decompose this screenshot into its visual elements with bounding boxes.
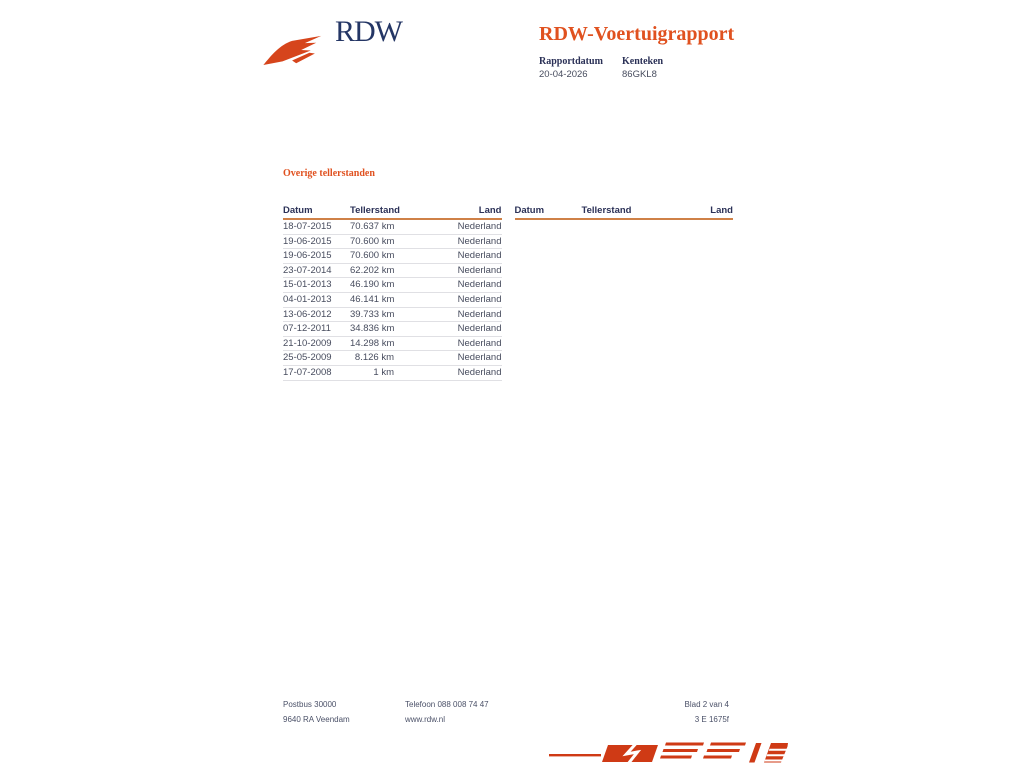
column-header-tellerstand: Tellerstand xyxy=(581,205,632,216)
column-header-land: Land xyxy=(478,205,502,216)
country-cell: Nederland xyxy=(457,308,502,320)
country-cell: Nederland xyxy=(457,293,502,305)
report-date-block xyxy=(539,56,622,80)
footer-phone: Telefoon 088 008 74 47 xyxy=(405,700,489,709)
report-date-value: 20-04-2026 xyxy=(539,69,588,80)
odometer-row xyxy=(283,337,502,352)
odometer-cell: 46.141 km xyxy=(350,293,395,305)
odometer-row xyxy=(283,264,502,279)
date-cell: 21-10-2009 xyxy=(283,337,332,349)
date-cell: 25-05-2009 xyxy=(283,352,332,364)
odometer-cell: 1 km xyxy=(373,366,394,378)
odometer-row xyxy=(283,351,502,366)
odometer-cell: 39.733 km xyxy=(350,308,395,320)
date-cell: 19-06-2015 xyxy=(283,235,332,247)
odometer-row xyxy=(283,220,502,235)
odometer-row xyxy=(283,249,502,264)
date-cell: 15-01-2013 xyxy=(283,279,332,291)
odometer-cell: 70.600 km xyxy=(350,250,395,262)
odometer-row xyxy=(283,278,502,293)
section-title-overige-tellerstanden: Overige tellerstanden xyxy=(283,168,375,179)
country-cell: Nederland xyxy=(457,235,502,247)
report-title: RDW-Voertuigrapport xyxy=(539,23,735,45)
odometer-table-left xyxy=(283,205,502,381)
footer-city: 9640 RA Veendam xyxy=(283,714,350,724)
country-cell: Nederland xyxy=(457,366,502,378)
odometer-tables xyxy=(283,205,733,381)
country-cell: Nederland xyxy=(457,264,502,276)
column-header-datum: Datum xyxy=(514,205,545,216)
date-cell: 04-01-2013 xyxy=(283,293,332,305)
odometer-row xyxy=(283,235,502,250)
date-cell: 23-07-2014 xyxy=(283,264,332,276)
date-cell: 17-07-2008 xyxy=(283,366,332,378)
odometer-row xyxy=(283,322,502,337)
country-cell: Nederland xyxy=(457,352,502,364)
rdw-stripes-graphic xyxy=(548,740,788,767)
date-cell: 19-06-2015 xyxy=(283,250,332,262)
country-cell: Nederland xyxy=(457,337,502,349)
odometer-row xyxy=(283,308,502,323)
plate-label: Kenteken xyxy=(622,56,664,67)
column-header-datum: Datum xyxy=(283,205,313,216)
footer-postbus: Postbus 30000 xyxy=(283,700,337,709)
odometer-cell: 14.298 km xyxy=(350,337,395,349)
rdw-logo-wordmark: RDW xyxy=(335,15,402,48)
country-cell: Nederland xyxy=(457,250,502,262)
odometer-cell: 34.836 km xyxy=(350,323,395,335)
odometer-table-body xyxy=(283,220,502,381)
odometer-table-header xyxy=(515,205,734,220)
odometer-cell: 70.637 km xyxy=(350,221,395,232)
date-cell: 18-07-2015 xyxy=(283,221,332,232)
footer-website: www.rdw.nl xyxy=(405,714,446,724)
odometer-cell: 8.126 km xyxy=(354,352,394,364)
date-cell: 07-12-2011 xyxy=(283,323,331,335)
odometer-cell: 46.190 km xyxy=(350,279,395,291)
country-cell: Nederland xyxy=(457,323,502,335)
footer-page-info xyxy=(685,698,729,727)
report-date-label: Rapportdatum xyxy=(539,56,603,67)
footer-address xyxy=(283,698,350,727)
footer-page-indicator: Blad 2 van 4 xyxy=(684,700,729,709)
country-cell: Nederland xyxy=(457,279,502,291)
odometer-cell: 62.202 km xyxy=(350,264,395,276)
plate-value: 86GKL8 xyxy=(622,69,657,80)
odometer-cell: 70.600 km xyxy=(350,235,395,247)
odometer-table-header xyxy=(283,205,502,220)
date-cell: 13-06-2012 xyxy=(283,308,332,320)
odometer-table-right xyxy=(515,205,734,381)
odometer-row xyxy=(283,366,502,381)
report-meta xyxy=(539,56,663,80)
country-cell: Nederland xyxy=(457,221,502,232)
odometer-row xyxy=(283,293,502,308)
footer-form-code: 3 E 1675f xyxy=(694,714,729,724)
footer-contact xyxy=(405,698,489,727)
plate-block xyxy=(622,56,663,80)
rdw-wing-icon xyxy=(262,31,324,69)
column-header-land: Land xyxy=(710,205,733,216)
column-header-tellerstand: Tellerstand xyxy=(350,205,400,216)
